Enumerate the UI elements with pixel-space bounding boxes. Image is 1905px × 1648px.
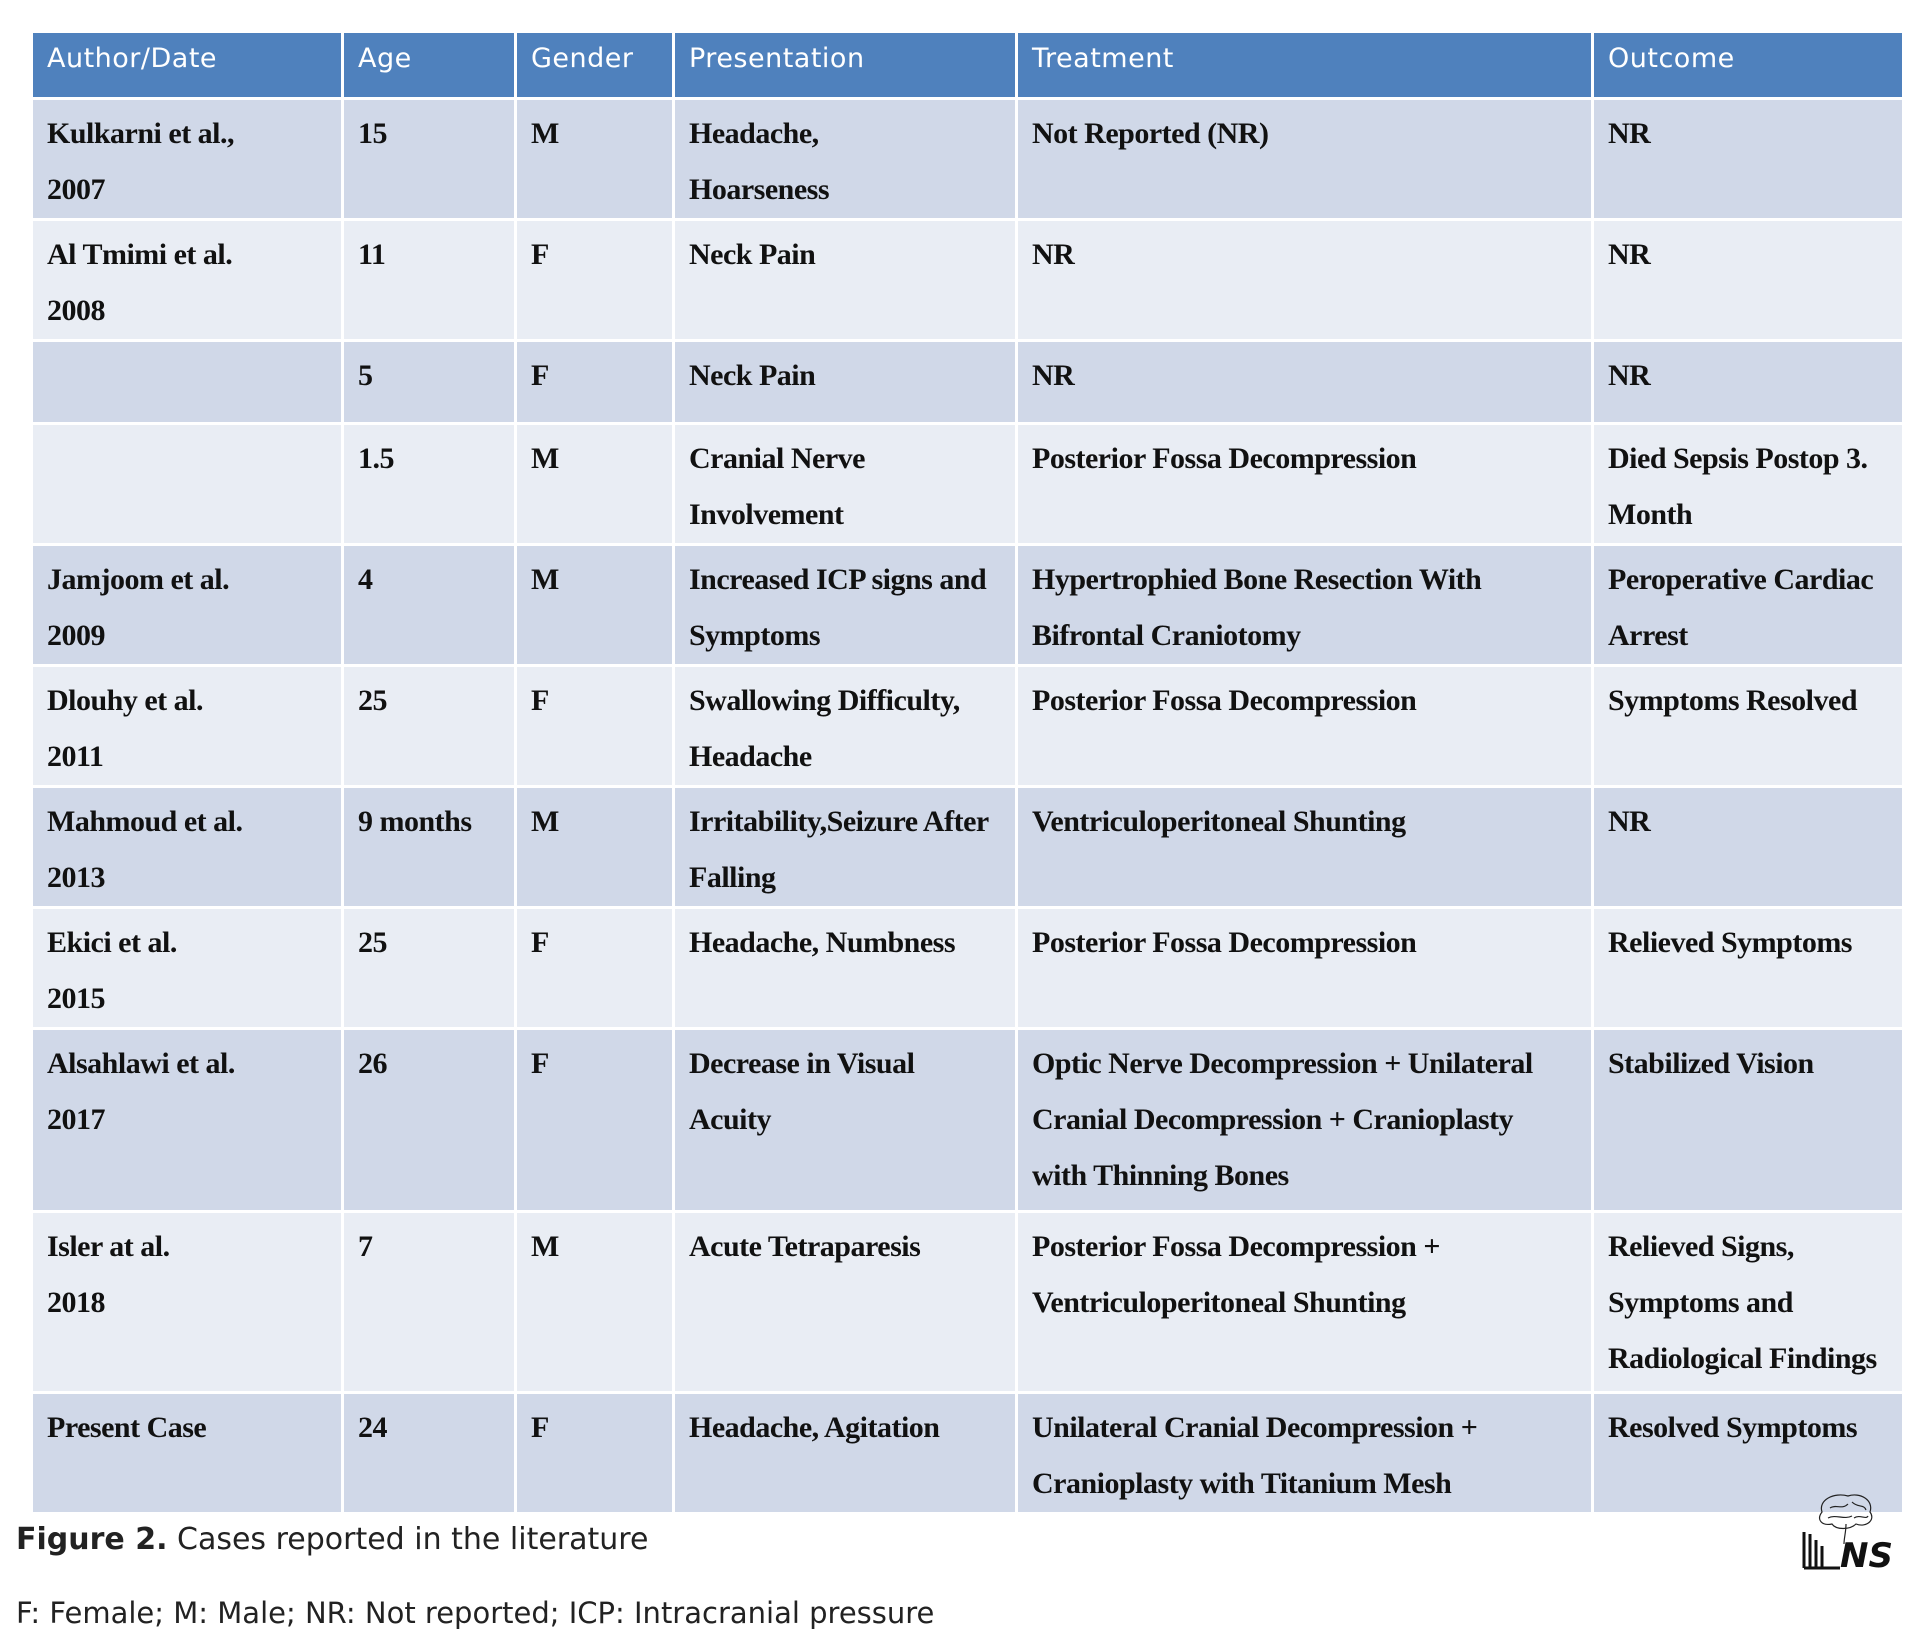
- cell-author-date-line: 2011: [47, 740, 104, 773]
- table-body: [33, 100, 1902, 1512]
- cell-treatment-line: Posterior Fossa Decompression +: [1032, 1230, 1440, 1263]
- cell-author-date-line: 2013: [47, 861, 105, 894]
- cell-outcome: [1594, 342, 1902, 422]
- cell-treatment-line: Optic Nerve Decompression + Unilateral: [1032, 1047, 1533, 1080]
- cell-outcome: [1594, 100, 1902, 218]
- cell-presentation: [675, 909, 1015, 1027]
- table-row: [33, 788, 1902, 906]
- cell-outcome-line: NR: [1608, 805, 1651, 838]
- cell-presentation-line: Increased ICP signs and: [689, 563, 987, 596]
- cell-age: 24: [344, 1394, 514, 1512]
- table-footnote: F: Female; M: Male; NR: Not reported; ICP: Intracranial pressure: [16, 1596, 935, 1630]
- cell-presentation: [675, 221, 1015, 339]
- table-row: [33, 221, 1902, 339]
- cell-presentation-line: Neck Pain: [689, 238, 816, 271]
- cell-treatment-line: Posterior Fossa Decompression: [1032, 442, 1417, 475]
- cell-age: 7: [344, 1213, 514, 1391]
- cell-author-date-line: 2015: [47, 982, 105, 1015]
- cell-presentation: [675, 546, 1015, 664]
- cell-author-date: [33, 221, 341, 339]
- header-outcome: Outcome: [1594, 33, 1902, 97]
- cell-author-date-line: Dlouhy et al.: [47, 684, 204, 717]
- cell-age: 11: [344, 221, 514, 339]
- cell-author-date-line: Al Tmimi et al.: [47, 238, 233, 271]
- cell-outcome: [1594, 546, 1902, 664]
- cell-outcome-line: Resolved Symptoms: [1608, 1411, 1858, 1444]
- cell-author-date-line: Kulkarni et al.,: [47, 117, 235, 150]
- cell-outcome-line: Stabilized Vision: [1608, 1047, 1814, 1080]
- table-row: [33, 342, 1902, 422]
- header-age: Age: [344, 33, 514, 97]
- cell-gender: F: [517, 1394, 672, 1512]
- cell-outcome-line: Died Sepsis Postop 3.: [1608, 442, 1868, 475]
- cell-treatment-line: Hypertrophied Bone Resection With: [1032, 563, 1482, 596]
- cell-treatment: [1018, 1213, 1591, 1391]
- cell-gender: M: [517, 546, 672, 664]
- cell-outcome: [1594, 788, 1902, 906]
- table-row: [33, 1030, 1902, 1210]
- cell-presentation: [675, 1213, 1015, 1391]
- cell-age: 5: [344, 342, 514, 422]
- figure-caption-text: Cases reported in the literature: [167, 1522, 649, 1557]
- cell-presentation-line: Decrease in Visual: [689, 1047, 915, 1080]
- cell-outcome-line: NR: [1608, 117, 1651, 150]
- cell-gender: F: [517, 1030, 672, 1210]
- table-header-row: [33, 33, 1902, 97]
- cell-author-date: [33, 1394, 341, 1512]
- cell-presentation: [675, 667, 1015, 785]
- table-row: [33, 546, 1902, 664]
- cell-presentation: [675, 1030, 1015, 1210]
- cell-outcome-line: Symptoms Resolved: [1608, 684, 1858, 717]
- cell-author-date: [33, 425, 341, 543]
- cell-author-date: [33, 100, 341, 218]
- header-author-date: Author/Date: [33, 33, 341, 97]
- cell-author-date-line: 2007: [47, 173, 105, 206]
- table-row: [33, 425, 1902, 543]
- cell-treatment-line: with Thinning Bones: [1032, 1159, 1289, 1192]
- cell-outcome-line: NR: [1608, 238, 1651, 271]
- cell-gender: F: [517, 221, 672, 339]
- cell-treatment-line: Cranioplasty with Titanium Mesh: [1032, 1467, 1452, 1500]
- cell-outcome: [1594, 667, 1902, 785]
- table-row: [33, 1394, 1902, 1512]
- cell-treatment: [1018, 788, 1591, 906]
- cell-outcome: [1594, 425, 1902, 543]
- cell-treatment-line: Posterior Fossa Decompression: [1032, 684, 1417, 717]
- cell-treatment: [1018, 221, 1591, 339]
- cell-treatment-line: NR: [1032, 238, 1075, 271]
- cell-outcome-line: NR: [1608, 359, 1651, 392]
- cell-outcome: [1594, 1030, 1902, 1210]
- cell-presentation-line: Cranial Nerve: [689, 442, 865, 475]
- cell-treatment-line: Ventriculoperitoneal Shunting: [1032, 805, 1406, 838]
- cell-outcome-line: Month: [1608, 498, 1693, 531]
- cell-treatment-line: Cranial Decompression + Cranioplasty: [1032, 1103, 1514, 1136]
- cell-author-date: [33, 788, 341, 906]
- cell-author-date-line: Present Case: [47, 1411, 207, 1444]
- cell-author-date-line: 2017: [47, 1103, 105, 1136]
- cell-outcome: [1594, 221, 1902, 339]
- cell-author-date-line: Alsahlawi et al.: [47, 1047, 235, 1080]
- cell-author-date-line: Ekici et al.: [47, 926, 177, 959]
- cell-age: 26: [344, 1030, 514, 1210]
- brain-logo-icon: [1800, 1490, 1900, 1570]
- cell-author-date-line: 2008: [47, 294, 105, 327]
- cell-outcome-line: Radiological Findings: [1608, 1342, 1877, 1375]
- cell-author-date-line: 2018: [47, 1286, 105, 1319]
- table-row: [33, 100, 1902, 218]
- cell-age: 25: [344, 909, 514, 1027]
- cell-treatment: [1018, 425, 1591, 543]
- cell-treatment-line: Ventriculoperitoneal Shunting: [1032, 1286, 1406, 1319]
- cell-outcome: [1594, 1213, 1902, 1391]
- cell-treatment: [1018, 1030, 1591, 1210]
- cell-presentation-line: Irritability,Seizure After: [689, 805, 989, 838]
- header-presentation: Presentation: [675, 33, 1015, 97]
- cell-gender: F: [517, 909, 672, 1027]
- cell-outcome-line: Relieved Symptoms: [1608, 926, 1852, 959]
- cell-presentation: [675, 425, 1015, 543]
- cell-age: 1.5: [344, 425, 514, 543]
- cell-author-date: [33, 1030, 341, 1210]
- cases-table: [30, 30, 1905, 1515]
- cell-presentation: [675, 342, 1015, 422]
- header-treatment: Treatment: [1018, 33, 1591, 97]
- cell-treatment-line: Unilateral Cranial Decompression +: [1032, 1411, 1478, 1444]
- cases-table-container: [30, 30, 1890, 1515]
- cell-author-date-line: 2009: [47, 619, 105, 652]
- cell-presentation: [675, 1394, 1015, 1512]
- figure-caption: [16, 1522, 648, 1557]
- cell-gender: M: [517, 788, 672, 906]
- cell-outcome: [1594, 909, 1902, 1027]
- cell-presentation-line: Involvement: [689, 498, 844, 531]
- cell-presentation-line: Symptoms: [689, 619, 821, 652]
- cell-gender: F: [517, 667, 672, 785]
- cell-presentation-line: Neck Pain: [689, 359, 816, 392]
- cell-presentation-line: Hoarseness: [689, 173, 829, 206]
- cell-outcome-line: Symptoms and: [1608, 1286, 1793, 1319]
- cell-gender: F: [517, 342, 672, 422]
- cell-treatment: [1018, 342, 1591, 422]
- cell-presentation-line: Acuity: [689, 1103, 771, 1136]
- header-gender: Gender: [517, 33, 672, 97]
- table-row: [33, 1213, 1902, 1391]
- cell-treatment: [1018, 546, 1591, 664]
- cell-presentation-line: Headache,: [689, 117, 819, 150]
- figure-label: Figure 2.: [16, 1522, 168, 1557]
- cell-outcome-line: Arrest: [1608, 619, 1688, 652]
- cell-age: 4: [344, 546, 514, 664]
- logo-text: NS: [1840, 1536, 1893, 1570]
- cell-gender: M: [517, 425, 672, 543]
- cell-author-date-line: Jamjoom et al.: [47, 563, 230, 596]
- table-row: [33, 909, 1902, 1027]
- cell-age: 25: [344, 667, 514, 785]
- cell-outcome-line: Relieved Signs,: [1608, 1230, 1794, 1263]
- cell-treatment-line: Bifrontal Craniotomy: [1032, 619, 1301, 652]
- cell-author-date: [33, 667, 341, 785]
- cell-author-date-line: Isler at al.: [47, 1230, 170, 1263]
- cell-presentation-line: Headache: [689, 740, 812, 773]
- cell-author-date: [33, 546, 341, 664]
- cell-treatment-line: Posterior Fossa Decompression: [1032, 926, 1417, 959]
- cell-treatment-line: NR: [1032, 359, 1075, 392]
- cell-gender: M: [517, 100, 672, 218]
- table-row: [33, 667, 1902, 785]
- cell-age: 9 months: [344, 788, 514, 906]
- cell-treatment: [1018, 100, 1591, 218]
- cell-author-date: [33, 909, 341, 1027]
- cell-presentation-line: Swallowing Difficulty,: [689, 684, 960, 717]
- cell-presentation: [675, 788, 1015, 906]
- cell-presentation-line: Headache, Numbness: [689, 926, 956, 959]
- cell-presentation-line: Falling: [689, 861, 776, 894]
- cell-treatment: [1018, 667, 1591, 785]
- cell-presentation-line: Headache, Agitation: [689, 1411, 940, 1444]
- cell-gender: M: [517, 1213, 672, 1391]
- cell-age: 15: [344, 100, 514, 218]
- cell-presentation-line: Acute Tetraparesis: [689, 1230, 921, 1263]
- cell-author-date: [33, 342, 341, 422]
- cell-author-date-line: Mahmoud et al.: [47, 805, 243, 838]
- cell-outcome-line: Peroperative Cardiac: [1608, 563, 1874, 596]
- cell-presentation: [675, 100, 1015, 218]
- cell-treatment-line: Not Reported (NR): [1032, 117, 1269, 150]
- cell-author-date: [33, 1213, 341, 1391]
- cell-treatment: [1018, 1394, 1591, 1512]
- cell-treatment: [1018, 909, 1591, 1027]
